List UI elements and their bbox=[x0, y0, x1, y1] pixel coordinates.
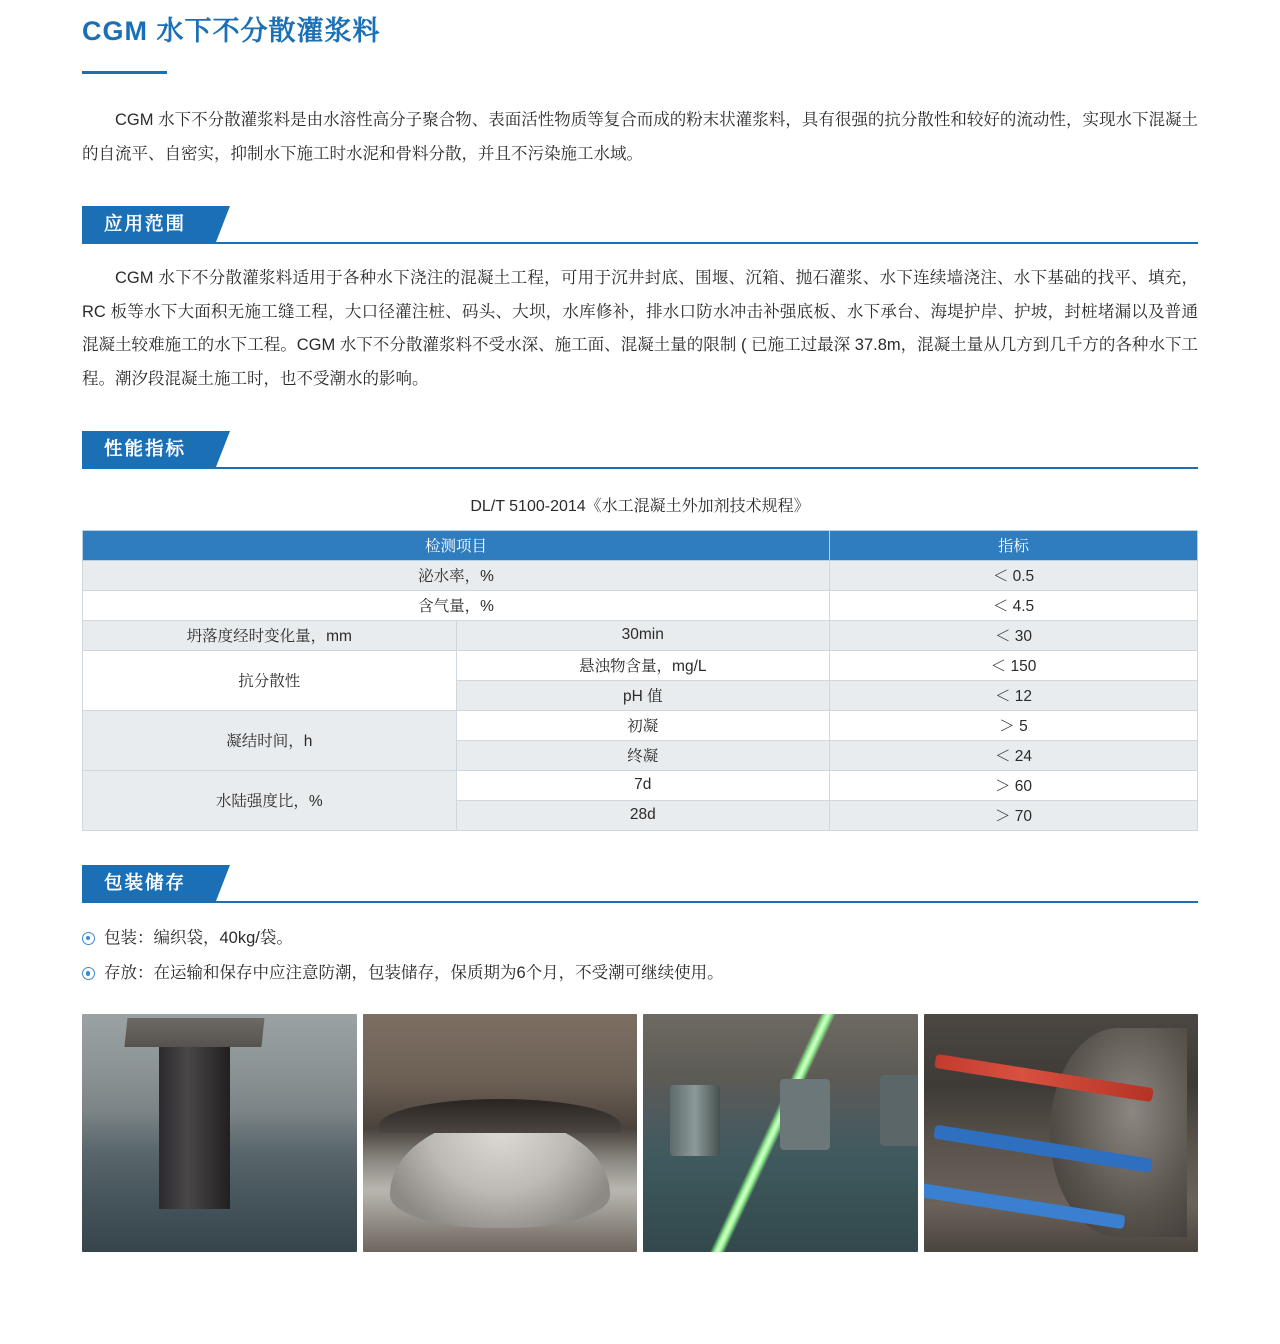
row-value: ＜ 4.5 bbox=[830, 590, 1198, 620]
section-header-application bbox=[82, 206, 1198, 242]
section-title-performance: 性能指标 bbox=[82, 431, 216, 467]
row-item-merged: 水陆强度比，% bbox=[83, 770, 457, 830]
table-row bbox=[83, 710, 1198, 740]
circle-bullet-icon bbox=[82, 932, 95, 945]
table-row bbox=[83, 770, 1198, 800]
table-row bbox=[83, 590, 1198, 620]
row-value: ＞ 60 bbox=[830, 770, 1198, 800]
row-value: ＜ 12 bbox=[830, 680, 1198, 710]
table-caption: DL/T 5100-2014《水工混凝土外加剂技术规程》 bbox=[470, 497, 810, 515]
row-item: 含气量，% bbox=[83, 590, 830, 620]
list-item bbox=[82, 923, 1198, 954]
section-performance bbox=[82, 431, 1198, 831]
photo-concrete-repair bbox=[363, 1014, 638, 1252]
row-value: ＞ 70 bbox=[830, 800, 1198, 830]
list-item-label: 包装：编织袋，40kg/袋。 bbox=[104, 928, 293, 947]
photo-shaft-works bbox=[924, 1014, 1199, 1252]
row-sub: 28d bbox=[456, 800, 830, 830]
table-row bbox=[83, 560, 1198, 590]
table-header-row bbox=[83, 530, 1198, 560]
table-row bbox=[83, 650, 1198, 680]
section-header-performance bbox=[82, 431, 1198, 467]
section-application bbox=[82, 206, 1198, 397]
title-divider bbox=[82, 71, 167, 74]
row-value: ＜ 30 bbox=[830, 620, 1198, 650]
row-sub: 7d bbox=[456, 770, 830, 800]
photo-underwater-piles bbox=[643, 1014, 918, 1252]
intro-paragraph: CGM 水下不分散灌浆料是由水溶性高分子聚合物、表面活性物质等复合而成的粉末状灌浆料，具有很强的抗分散性和较好的流动性，实现水下混凝土的自流平、自密实，抑制水下施工时水泥和骨料分散，并且不污染施工水域。 bbox=[82, 111, 1198, 163]
list-item bbox=[82, 958, 1198, 989]
section-packaging bbox=[82, 865, 1198, 990]
row-sub: pH 值 bbox=[456, 680, 830, 710]
row-value: ＜ 24 bbox=[830, 740, 1198, 770]
performance-table-body bbox=[83, 560, 1198, 830]
section-underline bbox=[82, 242, 1198, 244]
row-value: ＞ 5 bbox=[830, 710, 1198, 740]
page-title: CGM 水下不分散灌浆料 bbox=[82, 16, 381, 46]
row-sub: 悬浊物含量，mg/L bbox=[456, 650, 830, 680]
row-sub: 终凝 bbox=[456, 740, 830, 770]
row-item: 泌水率，% bbox=[83, 560, 830, 590]
table-header-index: 指标 bbox=[830, 530, 1198, 560]
section-underline bbox=[82, 467, 1198, 469]
row-value: ＜ 0.5 bbox=[830, 560, 1198, 590]
row-sub: 初凝 bbox=[456, 710, 830, 740]
packaging-list bbox=[82, 923, 1198, 990]
circle-bullet-icon bbox=[82, 967, 95, 980]
section-title-packaging: 包装储存 bbox=[82, 865, 216, 901]
row-sub: 30min bbox=[456, 620, 830, 650]
photo-pier-grouting bbox=[82, 1014, 357, 1252]
list-item-label: 存放：在运输和保存中应注意防潮，包装储存，保质期为6个月，不受潮可继续使用。 bbox=[104, 964, 724, 983]
row-item: 坍落度经时变化量，mm bbox=[83, 620, 457, 650]
table-row bbox=[83, 620, 1198, 650]
row-item-merged: 抗分散性 bbox=[83, 650, 457, 710]
section-title-application: 应用范围 bbox=[82, 206, 216, 242]
application-body: CGM 水下不分散灌浆料适用于各种水下浇注的混凝土工程，可用于沉井封底、围堰、沉箱、抛石灌浆、水下连续墙浇注、水下基础的找平、填充，RC 板等水下大面积无施工缝工程，大口径灌注桩、码头、大坝，水库修补，排水口防水冲击补强底板、水下承台、海堤护岸、护坡，封桩堵漏以及普通混凝土较难施工的水下工程。CGM 水下不分散灌浆料不受水深、施工面、混凝土量的限制 ( 已施工过最深 37.8m，混凝土量从几方到几千方的各种水下工程。潮汐段混凝土施工时，也不受潮水的影响。 bbox=[82, 268, 1198, 389]
row-item-merged: 凝结时间，h bbox=[83, 710, 457, 770]
section-underline bbox=[82, 901, 1198, 903]
photo-strip bbox=[82, 1014, 1198, 1252]
table-header-item: 检测项目 bbox=[83, 530, 830, 560]
section-header-packaging bbox=[82, 865, 1198, 901]
performance-table bbox=[82, 530, 1198, 831]
row-value: ＜ 150 bbox=[830, 650, 1198, 680]
title-block bbox=[0, 0, 1280, 74]
